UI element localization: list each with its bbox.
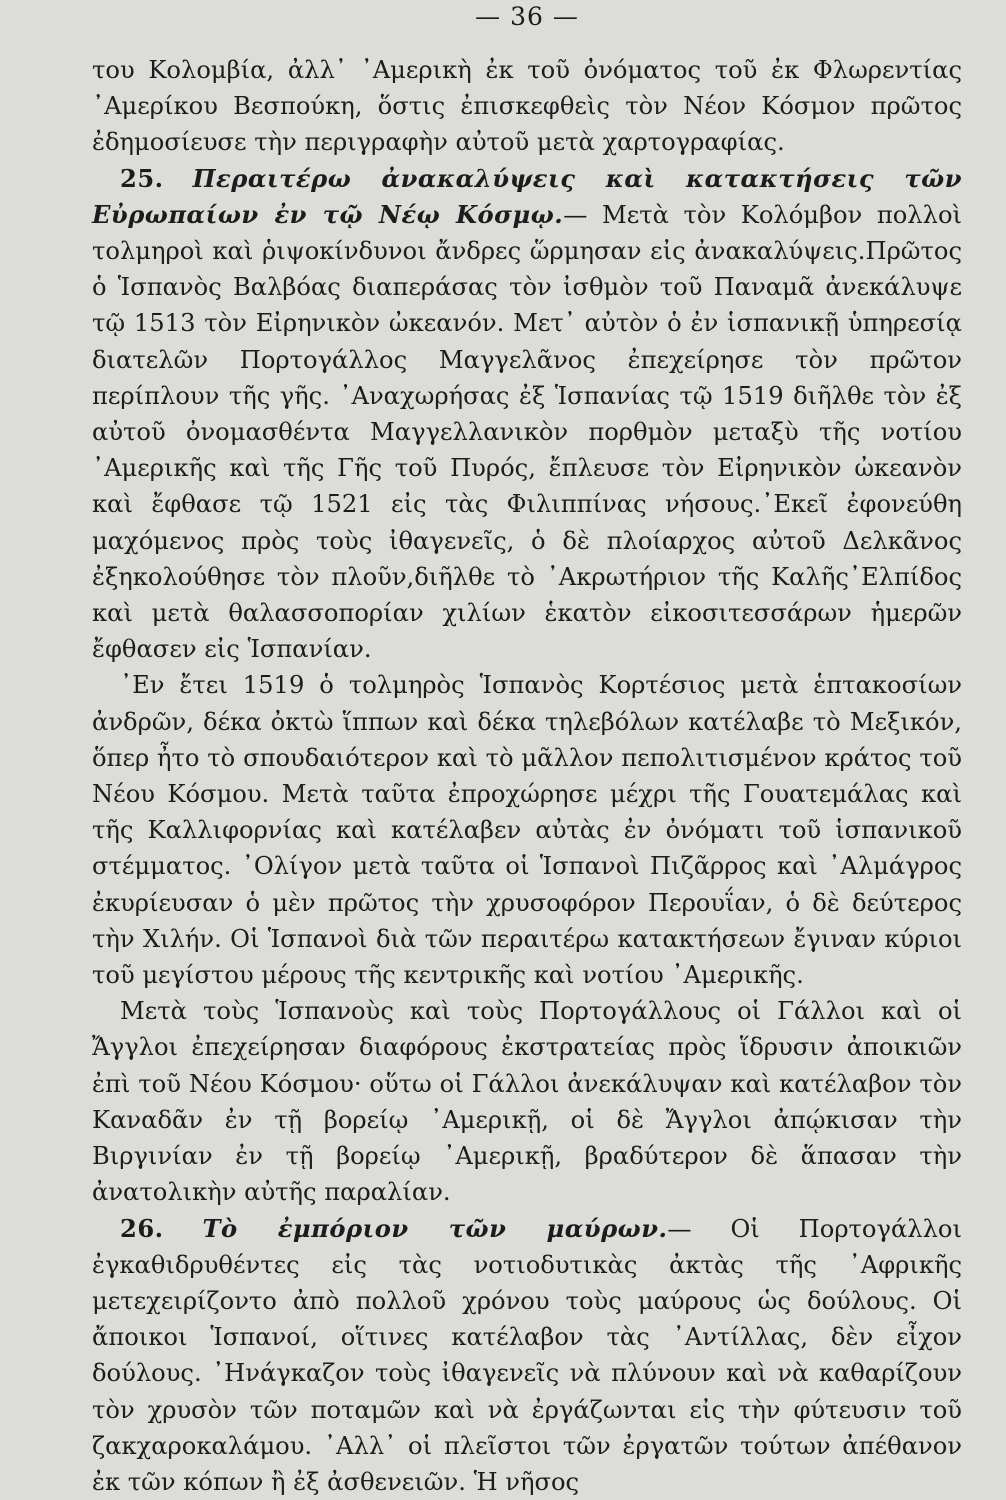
page-number: — 36 —: [475, 2, 579, 31]
section-number: 25.: [120, 163, 164, 193]
paragraph-text: του Κολομβία, ἀλλ᾿ ᾿Αμερικὴ ἐκ τοῦ ὀνόματος τοῦ ἐκ Φλωρεντίας ᾿Αμερίκου Βεσπούκη, ὅστις ἐπισκεφθεὶς τὸν Νέον Κόσμον πρῶτος ἐδημοσίευσε τὴν περιγραφὴν αὐτοῦ μετὰ χαρτογραφίας.: [92, 56, 962, 157]
paragraph-text: — Μετὰ τὸν Κολόμβον πολλοὶ τολμηροὶ καὶ ῥιψοκίνδυνοι ἄνδρες ὥρμησαν εἰς ἀνακαλύψεις.Πρῶτος ὁ Ἱσπανὸς Βαλβόας διαπεράσας τὸν ἰσθμὸν τοῦ Παναμᾶ ἀνεκάλυψε τῷ 1513 τὸν Εἰρηνικὸν ὠκεανόν. Μετ᾿ αὐτὸν ὁ ἐν ἱσπανικῇ ὑπηρεσίᾳ διατελῶν Πορτογάλλος Μαγγελᾶνος ἐπεχείρησε τὸν πρῶτον περίπλουν τῆς γῆς. ᾿Αναχωρήσας ἐξ Ἱσπανίας τῷ 1519 διῆλθε τὸν ἐξ αὐτοῦ ὀνομασθέντα Μαγγελλανικὸν πορθμὸν μεταξὺ τῆς νοτίου ᾿Αμερικῆς καὶ τῆς Γῆς τοῦ Πυρός, ἔπλευσε τὸν Εἰρηνικὸν ὠκεανὸν καὶ ἔφθασε τῷ 1521 εἰς τὰς Φιλιππίνας νήσους.᾿Εκεῖ ἐφονεύθη μαχόμενος πρὸς τοὺς ἰθαγενεῖς, ὁ δὲ πλοίαρχος αὐτοῦ Δελκᾶνος ἐξηκολούθησε τὸν πλοῦν,διῆλθε τὸ ᾿Ακρωτήριον τῆς Καλῆς᾿Ελπίδος καὶ μετὰ θαλασσοπορίαν χιλίων ἑκατὸν εἰκοσιτεσσάρων ἡμερῶν ἔφθασεν εἰς Ἱσπανίαν.: [92, 200, 962, 664]
section-25: [92, 161, 962, 668]
section-number: 26.: [120, 1213, 164, 1243]
page-body: [92, 52, 962, 1500]
paragraph-cortes: [92, 667, 962, 993]
paragraph-continuation: [92, 52, 962, 161]
paragraph-text: — Οἱ Πορτογάλλοι ἐγκαθιδρυθέντες εἰς τὰς νοτιοδυτικὰς ἀκτὰς τῆς ᾿Αφρικῆς μετεχειρίζοντο ἀπὸ πολλοῦ χρόνου τοὺς μαύρους ὡς δούλους. Οἱ ἄποικοι Ἱσπανοί, οἵτινες κατέλαβον τὰς ᾿Αντίλλας, δὲν εἶχον δούλους. ᾿Ηνάγκαζον τοὺς ἰθαγενεῖς νὰ πλύνουν καὶ νὰ καθαρίζουν τὸν χρυσὸν τῶν ποταμῶν καὶ νὰ ἐργάζωνται εἰς τὴν φύτευσιν τοῦ ζακχαροκαλάμου. ᾿Αλλ᾿ οἱ πλεῖστοι τῶν ἐργατῶν τούτων ἀπέθανον ἐκ τῶν κόπων ἢ ἐξ ἀσθενειῶν. Ἡ νῆσος: [92, 1214, 962, 1496]
paragraph-text: ᾿Εν ἔτει 1519 ὁ τολμηρὸς Ἱσπανὸς Κορτέσιος μετὰ ἑπτακοσίων ἀνδρῶν, δέκα ὀκτὼ ἵππων καὶ δέκα τηλεβόλων κατέλαβε τὸ Μεξικόν, ὅπερ ἦτο τὸ σπουδαιότερον καὶ τὸ μᾶλλον πεπολιτισμένον κράτος τοῦ Νέου Κόσμου. Μετὰ ταῦτα ἐπροχώρησε μέχρι τῆς Γουατεμάλας καὶ τῆς Καλλιφορνίας καὶ κατέλαβεν αὐτὰς ἐν ὀνόματι τοῦ ἱσπανικοῦ στέμματος. ᾿Ολίγον μετὰ ταῦτα οἱ Ἱσπανοὶ Πιζᾶρρος καὶ ᾿Αλμάγρος ἐκυρίευσαν ὁ μὲν πρῶτος τὴν χρυσοφόρον Περουΐαν, ὁ δὲ δεύτερος τὴν Χιλήν. Οἱ Ἱσπανοὶ διὰ τῶν περαιτέρω κατακτήσεων ἔγιναν κύριοι τοῦ μεγίστου μέρους τῆς κεντρικῆς καὶ νοτίου ᾿Αμερικῆς.: [92, 671, 962, 990]
section-title: Περαιτέρω ἀνακαλύψεις καὶ κατακτήσεις τῶν Εὐρωπαίων ἐν τῷ Νέῳ Κόσμῳ.: [92, 163, 962, 229]
paragraph-text: Μετὰ τοὺς Ἱσπανοὺς καὶ τοὺς Πορτογάλλους οἱ Γάλλοι καὶ οἱ Ἄγγλοι ἐπεχείρησαν διαφόρους ἐκστρατείας πρὸς ἵδρυσιν ἀποικιῶν ἐπὶ τοῦ Νέου Κόσμου· οὕτω οἱ Γάλλοι ἀνεκάλυψαν καὶ κατέλαβον τὸν Καναδᾶν ἐν τῇ βορείῳ ᾿Αμερικῇ, οἱ δὲ Ἄγγλοι ἀπῴκισαν τὴν Βιργινίαν ἐν τῇ βορείῳ ᾿Αμερικῇ, βραδύτερον δὲ ἅπασαν τὴν ἀνατολικὴν αὐτῆς παραλίαν.: [92, 997, 962, 1207]
paragraph-french-english: [92, 993, 962, 1210]
section-26: [92, 1211, 962, 1500]
section-title: Τὸ ἐμπόριον τῶν μαύρων.: [202, 1213, 668, 1243]
